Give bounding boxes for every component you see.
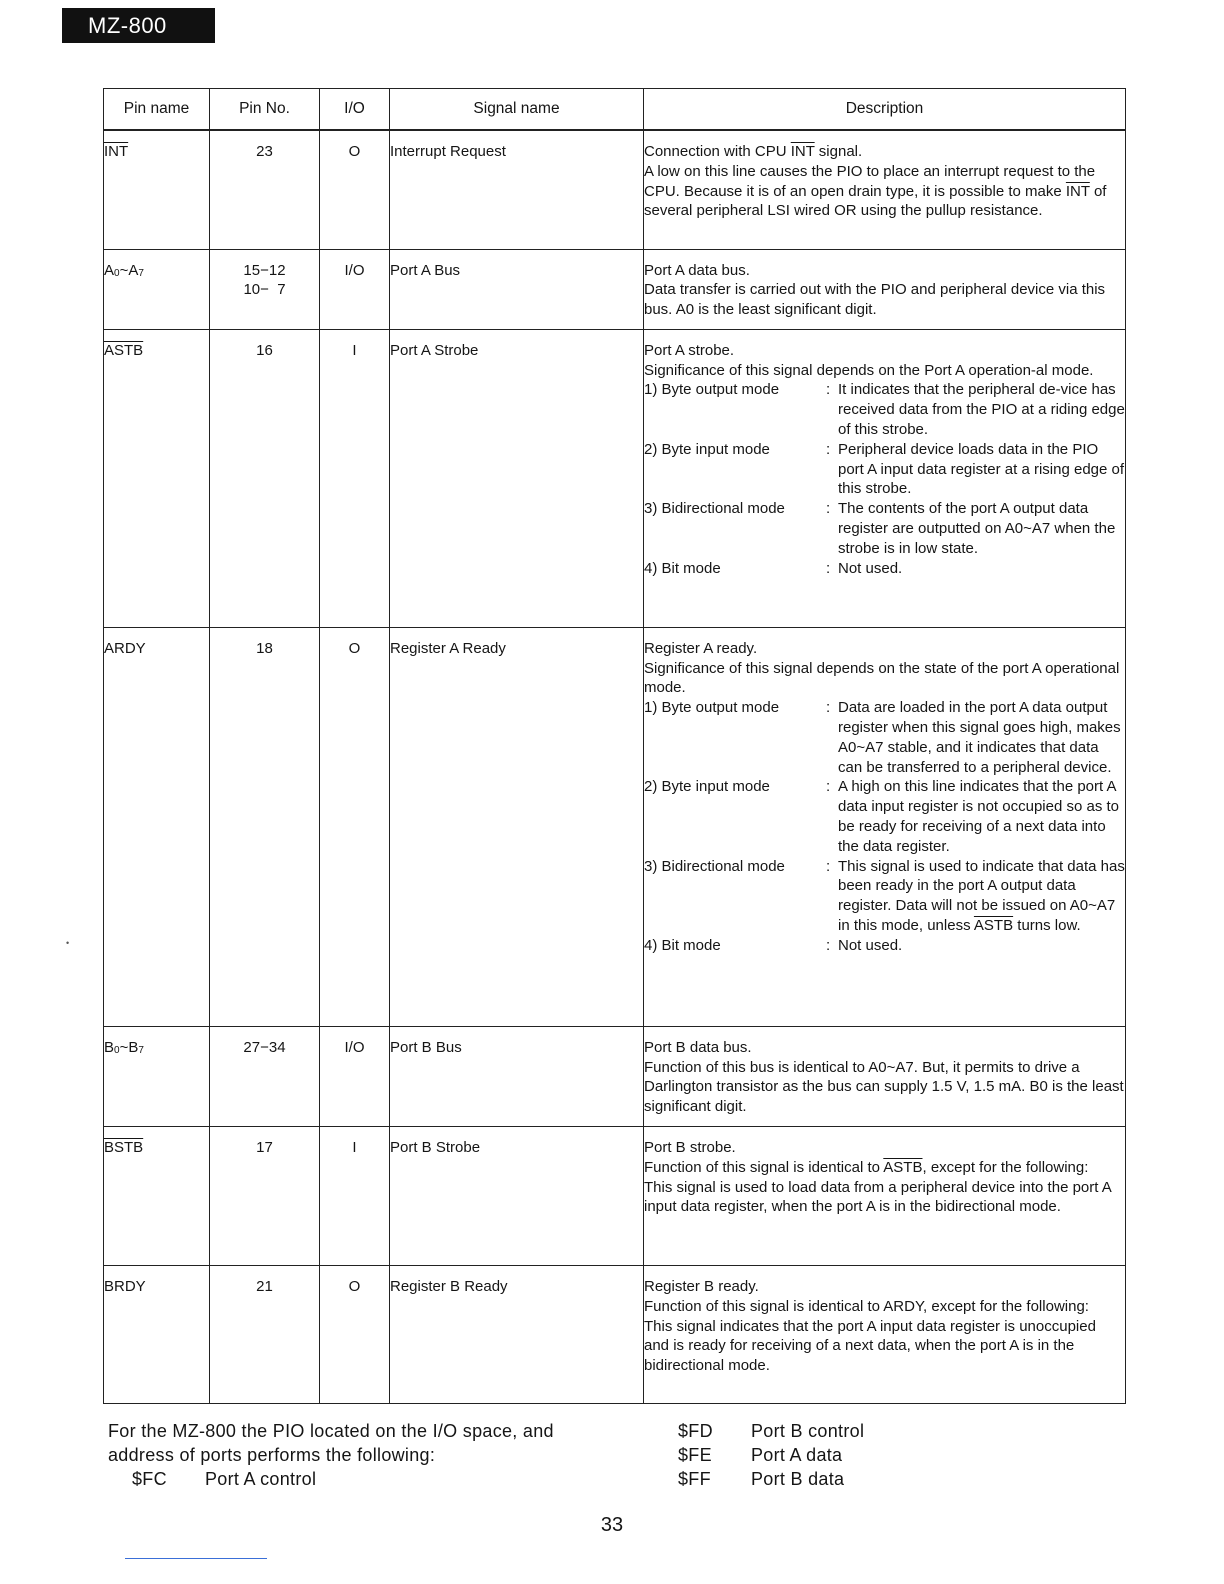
mode-text: Data are loaded in the port A data output register when this signal goes high, makes A0~A7 stable, and it indicates that data can be transferred to a peripheral device. bbox=[838, 699, 1121, 776]
pin-io: I/O bbox=[344, 261, 365, 279]
pin-name: BRDY bbox=[104, 1278, 146, 1296]
port-entry bbox=[678, 1419, 864, 1443]
model-badge bbox=[62, 8, 215, 43]
signal-name: Port A Strobe bbox=[390, 341, 479, 359]
description-paragraph: Function of this signal is identical to ARDY, except for the following: bbox=[644, 1297, 1089, 1315]
description-line: Port B strobe. bbox=[644, 1139, 736, 1157]
signal-name: Port A Bus bbox=[390, 261, 461, 279]
signal-name: Register A Ready bbox=[390, 639, 506, 657]
mode-name: 1) Byte output mode bbox=[644, 381, 780, 399]
mode-name: 2) Byte input mode bbox=[644, 778, 770, 796]
stray-mark: • bbox=[66, 938, 70, 948]
description-cell bbox=[644, 1266, 1126, 1404]
description-paragraph: Data transfer is carried out with the PIO and peripheral device via this bus. A0 is the least significant digit. bbox=[644, 281, 1106, 319]
table-row-bstb bbox=[104, 1127, 1126, 1266]
pin-name: A0~A7 bbox=[104, 261, 144, 279]
pin-number: 15−12 bbox=[243, 261, 286, 279]
pin-io: I/O bbox=[344, 1038, 365, 1056]
port-code: $FD bbox=[678, 1421, 713, 1441]
description-paragraph: This signal indicates that the port A input data register is unoccupied and is ready for receiving of a next data, when the port A is in the bidirectional mode. bbox=[644, 1317, 1096, 1375]
description-line: Port A strobe. bbox=[644, 341, 735, 359]
description-paragraph: Significance of this signal depends on the state of the port A operational mode. bbox=[644, 659, 1120, 697]
signal-name: Register B Ready bbox=[390, 1278, 508, 1296]
pin-io: O bbox=[348, 639, 361, 657]
description-line: Connection with CPU $\overline{INT}$ signal. bbox=[644, 143, 863, 160]
port-name: Port B data bbox=[751, 1469, 845, 1489]
table-row-a0-a7 bbox=[104, 249, 1126, 329]
mode-entry: 4) Bit mode : Not used. bbox=[644, 936, 1125, 956]
table-row-astb bbox=[104, 329, 1126, 627]
description-paragraph: Significance of this signal depends on the Port A operation-al mode. bbox=[644, 361, 1094, 379]
description-line: Port B data bus. bbox=[644, 1038, 752, 1056]
pin-name: BSTB bbox=[104, 1139, 144, 1157]
table-row-brdy bbox=[104, 1266, 1126, 1404]
description-paragraph: This signal is used to load data from a peripheral device into the port A input data register, when the port A is in the bidirectional mode. bbox=[644, 1178, 1111, 1216]
model-label: MZ-800 bbox=[88, 13, 167, 38]
mode-entry: 2) Byte input mode : Peripheral device loads data in the PIO port A input data register at a rising edge of this strobe. bbox=[644, 440, 1125, 498]
pin-number: 23 bbox=[256, 143, 273, 160]
pin-number: 21 bbox=[256, 1278, 273, 1296]
port-entry bbox=[108, 1467, 554, 1491]
footer-rule bbox=[125, 1558, 267, 1559]
table-header-row bbox=[104, 89, 1126, 131]
mode-text: Not used. bbox=[838, 559, 903, 577]
description-paragraph: Function of this bus is identical to A0~A7. But, it permits to drive a Darlington transistor as the bus can supply 1.5 V, 1.5 mA. B0 is the least significant digit. bbox=[644, 1058, 1124, 1116]
port-entry bbox=[678, 1443, 864, 1467]
mode-text: It indicates that the peripheral de-vice has received data from the PIO at a riding edge of this strobe. bbox=[838, 381, 1125, 439]
mode-text: Not used. bbox=[838, 936, 903, 954]
pin-io: I bbox=[352, 1139, 357, 1157]
mode-name: 3) Bidirectional mode bbox=[644, 500, 785, 518]
description-cell bbox=[644, 1127, 1126, 1266]
pin-number: 16 bbox=[256, 341, 273, 359]
signal-name: Interrupt Request bbox=[390, 143, 506, 160]
description-line: Port A data bus. bbox=[644, 261, 750, 279]
pin-io: O bbox=[348, 1278, 361, 1296]
mode-name: 3) Bidirectional mode bbox=[644, 857, 785, 875]
description-cell bbox=[644, 130, 1126, 249]
col-header-pin-no: Pin No. bbox=[210, 89, 320, 131]
pin-description-table bbox=[103, 88, 1126, 1404]
description-cell bbox=[644, 627, 1126, 1026]
pin-name: B0~B7 bbox=[104, 1038, 144, 1056]
mode-name: 4) Bit mode bbox=[644, 936, 721, 954]
port-name: Port A control bbox=[205, 1469, 317, 1489]
note-line: address of ports performs the following: bbox=[108, 1445, 436, 1465]
pin-number: 27−34 bbox=[243, 1038, 286, 1056]
mode-entry: 4) Bit mode : Not used. bbox=[644, 559, 1125, 579]
pin-io: O bbox=[348, 143, 361, 160]
description-cell bbox=[644, 329, 1126, 627]
mode-text: This signal is used to indicate that data has been ready in the port A output data register. Data will not be issued on A0~A7 in this mode, unless ASTB turns low. bbox=[838, 857, 1125, 935]
table-row-b0-b7 bbox=[104, 1026, 1126, 1126]
mode-name: 4) Bit mode bbox=[644, 559, 721, 577]
pin-name: $\overline{INT}$ bbox=[104, 143, 129, 160]
mode-text: A high on this line indicates that the port A data input register is not occupied so as to be ready for receiving of a next data into the data register. bbox=[838, 778, 1120, 855]
description-line: Register A ready. bbox=[644, 639, 758, 657]
port-name: Port B control bbox=[751, 1421, 865, 1441]
pin-number: 17 bbox=[256, 1139, 273, 1157]
description-line: Register B ready. bbox=[644, 1278, 759, 1296]
col-header-pin-name: Pin name bbox=[104, 89, 210, 131]
col-header-signal-name: Signal name bbox=[390, 89, 644, 131]
mode-name: 1) Byte output mode bbox=[644, 699, 780, 717]
mode-text: The contents of the port A output data register are outputted on A0~A7 when the strobe is in low state. bbox=[838, 500, 1116, 557]
signal-name: Port B Bus bbox=[390, 1038, 462, 1056]
mode-text: Peripheral device loads data in the PIO port A input data register at a rising edge of this strobe. bbox=[838, 440, 1125, 498]
port-name: Port A data bbox=[751, 1445, 843, 1465]
col-header-description: Description bbox=[644, 89, 1126, 131]
description-paragraph: Function of this signal is identical to ASTB, except for the following: bbox=[644, 1158, 1089, 1176]
port-code: $FF bbox=[678, 1469, 711, 1489]
pin-io: I bbox=[352, 341, 357, 359]
signal-name: Port B Strobe bbox=[390, 1139, 481, 1157]
page-number: 33 bbox=[600, 1514, 624, 1536]
port-entry bbox=[678, 1467, 864, 1491]
table-row-ardy bbox=[104, 627, 1126, 1026]
description-cell bbox=[644, 1026, 1126, 1126]
table-row-int bbox=[104, 130, 1126, 249]
pin-name: ASTB bbox=[104, 341, 144, 359]
mode-entry: 2) Byte input mode : A high on this line indicates that the port A data input register is not occupied so as to be ready for receiving of a next data into the data register. bbox=[644, 777, 1125, 856]
note-line: For the MZ-800 the PIO located on the I/O space, and bbox=[108, 1421, 554, 1441]
mode-entry: 3) Bidirectional mode : The contents of the port A output data register are outputted on A0~A7 when the strobe is in low state. bbox=[644, 499, 1125, 558]
port-address-note bbox=[108, 1419, 554, 1491]
description-paragraph: A low on this line causes the PIO to place an interrupt request to the CPU. Because it is of an open drain type, it is possible to make $\overline{INT}$ of several peripheral LSI wired OR using the pullup resistance. bbox=[644, 162, 1107, 220]
col-header-io: I/O bbox=[320, 89, 390, 131]
pin-name: ARDY bbox=[104, 639, 146, 657]
mode-entry: 3) Bidirectional mode : This signal is used to indicate that data has been ready in the port A output data register. Data will not be issued on A0~A7 in this mode, unless ASTB turns low. bbox=[644, 857, 1125, 935]
description-cell bbox=[644, 249, 1126, 329]
mode-name: 2) Byte input mode bbox=[644, 440, 770, 458]
port-address-list bbox=[678, 1419, 864, 1491]
port-code: $FC bbox=[132, 1469, 167, 1489]
port-code: $FE bbox=[678, 1445, 712, 1465]
pin-number-2: 10− 7 bbox=[243, 281, 286, 299]
mode-entry: 1) Byte output mode : Data are loaded in the port A data output register when this signal goes high, makes A0~A7 stable, and it indicates that data can be transferred to a peripheral device. bbox=[644, 698, 1125, 777]
pin-number: 18 bbox=[256, 639, 273, 657]
mode-entry: 1) Byte output mode : It indicates that the peripheral de-vice has received data from the PIO at a riding edge of this strobe. bbox=[644, 381, 1125, 439]
